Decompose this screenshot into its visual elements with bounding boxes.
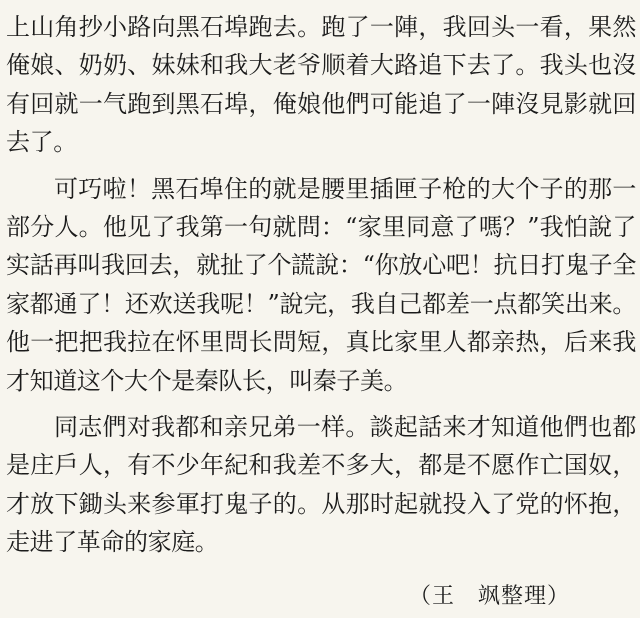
paragraph-2: 可巧啦！黑石埠住的就是腰里插匣子枪的大个子的那一部分人。他见了我第一句就問：“家里同意了嗎？”我怕說了实話再叫我回去，就扯了个謊說：“你放心吧！抗日打鬼子全家都通了！还欢送我呢！”說完，我自己都差一点都笑出来。他一把把我拉在怀里問长問短，真比家里人都亲热，后来我才知道这个大个是秦队长，叫秦子美。 xyxy=(6,174,636,395)
paragraph-3: 同志們对我都和亲兄弟一样。談起話来才知道他們也都是庄戶人，有不少年紀和我差不多大，都是不愿作亡国奴，才放下鋤头来参軍打鬼子的。从那时起就投入了党的怀抱，走进了革命的家庭。 xyxy=(6,413,636,557)
editor-credit: （王 飒整理） xyxy=(408,584,570,609)
paragraph-1: 上山角抄小路向黑石埠跑去。跑了一陣，我回头一看，果然俺娘、奶奶、妹妹和我大老爷顺着大路追下去了。我头也沒有回就一气跑到黑石埠，俺娘他們可能追了一陣沒見影就回去了。 xyxy=(6,13,636,157)
